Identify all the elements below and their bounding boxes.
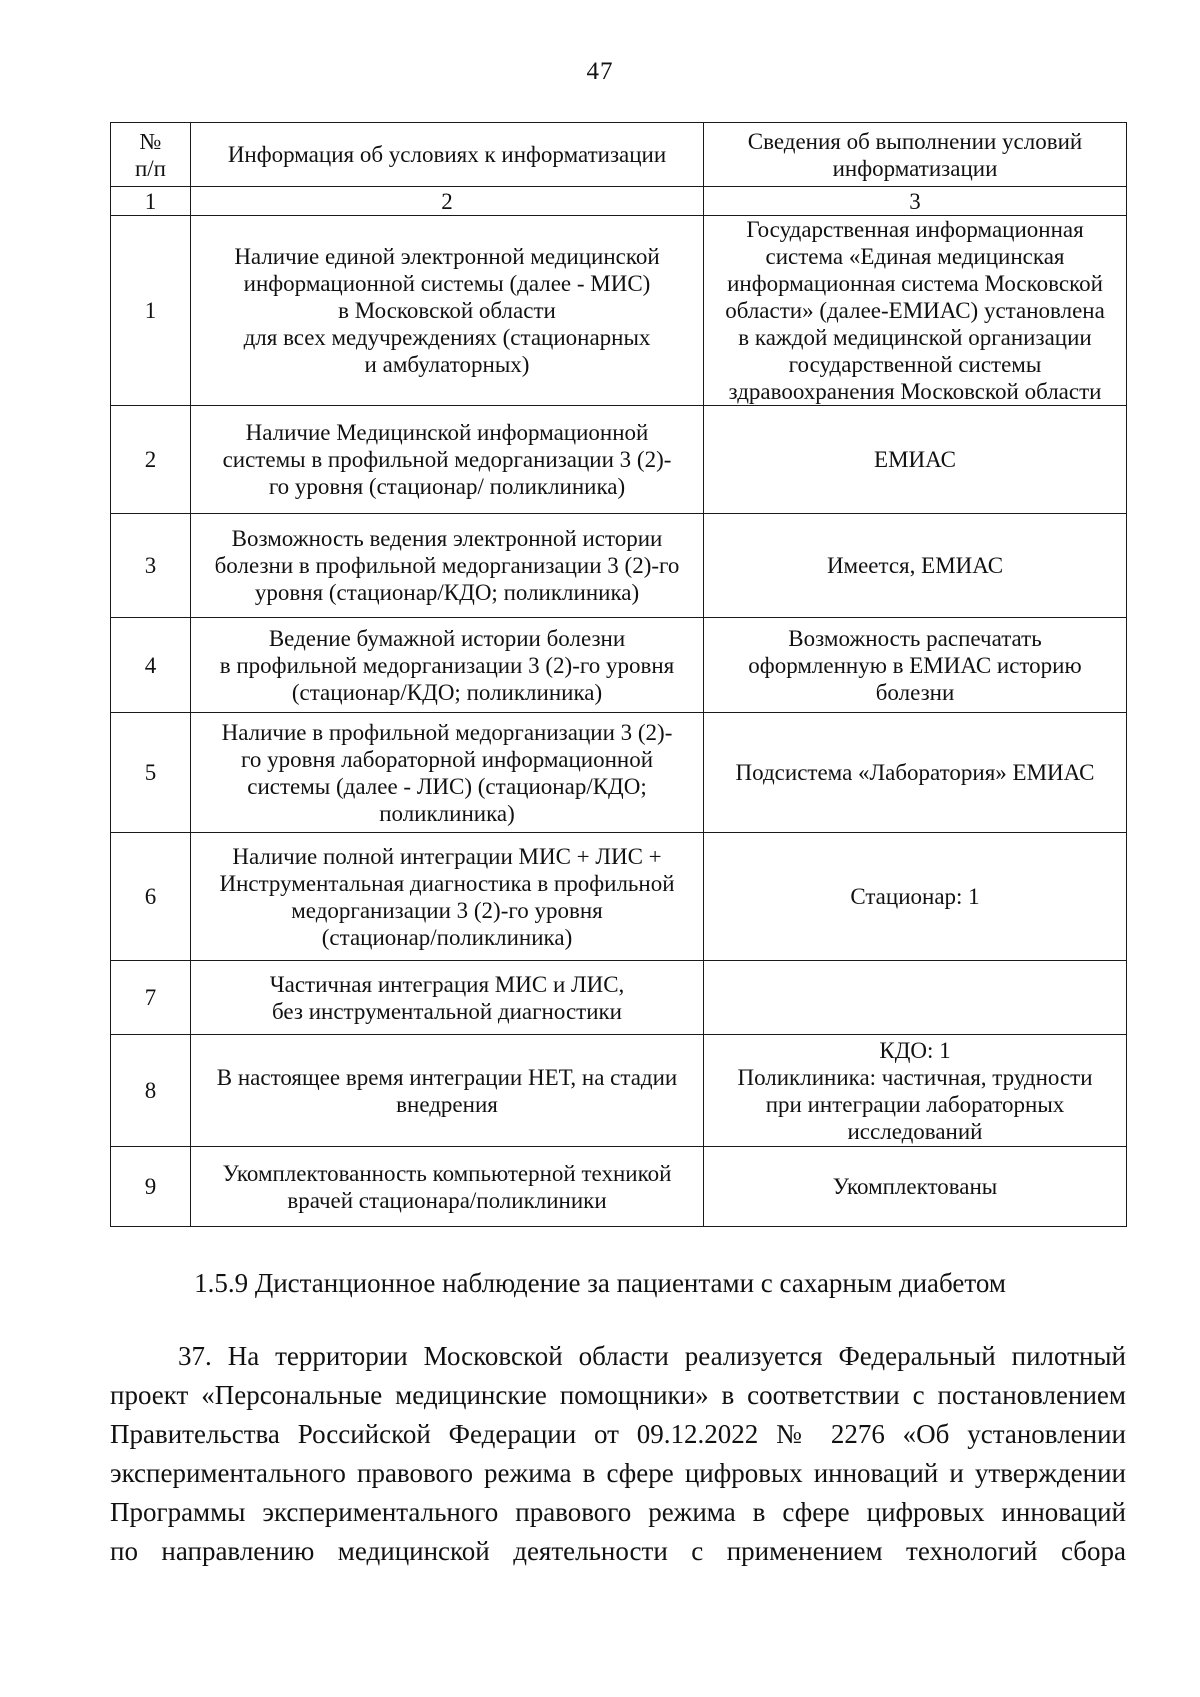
column-number: 2 [191, 187, 704, 216]
row-status: Возможность распечатать оформленную в ЕМИАС историю болезни [704, 618, 1127, 713]
row-status: Подсистема «Лаборатория» ЕМИАС [704, 713, 1127, 833]
row-status: Государственная информационная система «Единая медицинская информационная система Московской области» (далее-ЕМИАС) установлена в каждой медицинской организации государственной системы здравоохранения Московской области [704, 216, 1127, 406]
row-number: 5 [111, 713, 191, 833]
table-row [111, 1035, 1127, 1147]
table-header-row [111, 123, 1127, 187]
row-number: 2 [111, 406, 191, 514]
table-row [111, 961, 1127, 1035]
row-condition: Ведение бумажной истории болезни в профильной медорганизации 3 (2)-го уровня (стационар/КДО; поликлиника) [191, 618, 704, 713]
row-status [704, 961, 1127, 1035]
row-condition: Возможность ведения электронной истории болезни в профильной медорганизации 3 (2)-го уровня (стационар/КДО; поликлиника) [191, 514, 704, 618]
paragraph-line: экспериментального правового режима в сфере цифровых инноваций и утверждении [110, 1458, 1126, 1488]
paragraph-line: по направлению медицинской деятельности с применением технологий сбора [110, 1536, 1126, 1566]
column-number: 1 [111, 187, 191, 216]
table-row [111, 833, 1127, 961]
row-number: 9 [111, 1147, 191, 1227]
row-status: Стационар: 1 [704, 833, 1127, 961]
row-status: КДО: 1 Поликлиника: частичная, трудности при интеграции лабораторных исследований [704, 1035, 1127, 1147]
header-condition: Информация об условиях к информатизации [191, 123, 704, 187]
row-condition: Наличие полной интеграции МИС + ЛИС + Инструментальная диагностика в профильной медорганизации 3 (2)-го уровня (стационар/поликлиника) [191, 833, 704, 961]
row-number: 4 [111, 618, 191, 713]
row-condition: Наличие единой электронной медицинской информационной системы (далее - МИС) в Московской области для всех медучреждениях (стационарных и амбулаторных) [191, 216, 704, 406]
row-number: 1 [111, 216, 191, 406]
column-number: 3 [704, 187, 1127, 216]
row-number: 7 [111, 961, 191, 1035]
paragraph-line: Правительства Российской Федерации от 09.12.2022 № 2276 «Об установлении [110, 1419, 1126, 1449]
table-row [111, 713, 1127, 833]
row-number: 3 [111, 514, 191, 618]
row-status: ЕМИАС [704, 406, 1127, 514]
table-row [111, 618, 1127, 713]
paragraph-line: проект «Персональные медицинские помощники» в соответствии с постановлением [110, 1380, 1126, 1410]
row-number: 6 [111, 833, 191, 961]
column-number-row [111, 187, 1127, 216]
header-number: № п/п [111, 123, 191, 187]
paragraph-line: Программы экспериментального правового режима в сфере цифровых инноваций [110, 1497, 1126, 1527]
row-status: Укомплектованы [704, 1147, 1127, 1227]
row-number: 8 [111, 1035, 191, 1147]
informatization-table [110, 122, 1127, 1227]
header-status: Сведения об выполнении условий информатизации [704, 123, 1127, 187]
page-number: 47 [586, 58, 614, 85]
table-header [111, 123, 1127, 216]
table-row [111, 216, 1127, 406]
row-condition: Наличие Медицинской информационной системы в профильной медорганизации 3 (2)- го уровня (стационар/ поликлиника) [191, 406, 704, 514]
row-condition: Наличие в профильной медорганизации 3 (2)- го уровня лабораторной информационной системы (далее - ЛИС) (стационар/КДО; поликлиника) [191, 713, 704, 833]
paragraph-line: 37. На территории Московской области реализуется Федеральный пилотный [178, 1341, 1126, 1371]
row-condition: Укомплектованность компьютерной техникой врачей стационара/поликлиники [191, 1147, 704, 1227]
table-row [111, 406, 1127, 514]
table-row [111, 514, 1127, 618]
body-paragraph [110, 1337, 1126, 1571]
section-heading: 1.5.9 Дистанционное наблюдение за пациентами с сахарным диабетом [194, 1268, 1006, 1298]
row-condition: В настоящее время интеграции НЕТ, на стадии внедрения [191, 1035, 704, 1147]
row-status: Имеется, ЕМИАС [704, 514, 1127, 618]
table-row [111, 1147, 1127, 1227]
row-condition: Частичная интеграция МИС и ЛИС, без инструментальной диагностики [191, 961, 704, 1035]
